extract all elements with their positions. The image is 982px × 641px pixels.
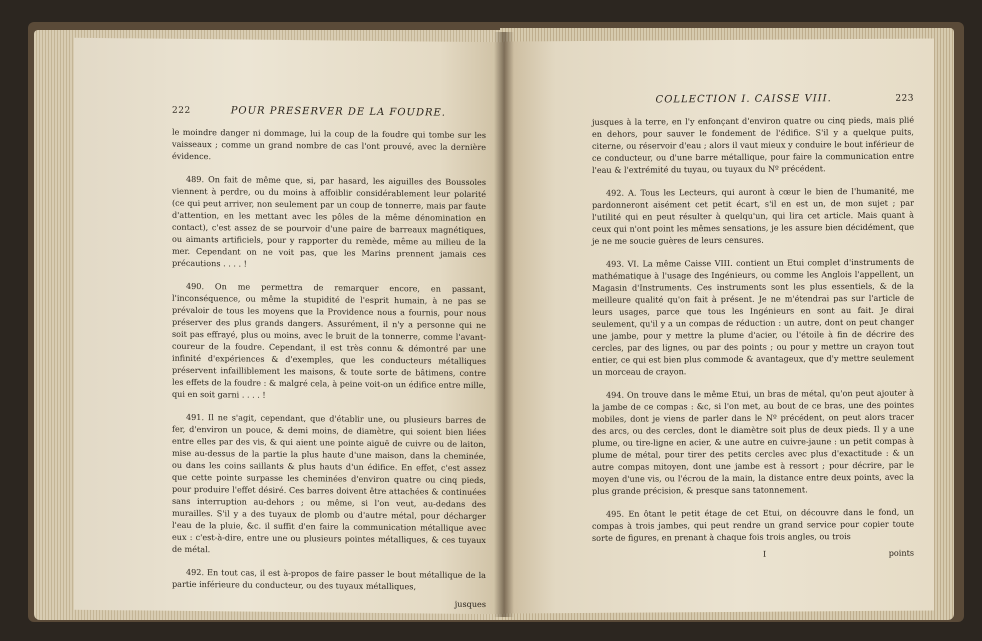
- paragraph: 494. On trouve dans le même Etui, un bras de métal, qu'on peut ajouter à la jambe de ce compas : &c, si l'on met, au bout de ce bras, une des pointes mobiles, dont je viens de parler dans le Nº précédent, on peut alors tracer des arcs, ou des cercles, dont le diamètre soit plus de deux pieds. Il y a une plume, ou tire-ligne en acier, & une autre en cuivre-jaune : un petit compas à plume de métal, pour tirer des petits cercles avec plus d'exactitude : & un autre compas mitoyen, dont une jambe est à ressort ; pour décrire, par le moyen d'une vis, ou l'écrou de la main, la distance entre deux points, avec la plus grande précision, & presque sans tatonnement.: [592, 387, 914, 496]
- right-running-head: [592, 93, 914, 106]
- right-page-number: 223: [895, 93, 914, 104]
- paragraph: 489. On fait de même que, si, par hasard, les aiguilles des Boussoles viennent à perdre, ou du moins à affoiblir considérablement leur polarité (ce qui peut arriver, non seulement par un coup de tonnerre, mais par faute d'attention, en les mettant avec les pôles de la même dénomination en contact), c'est assez de se pourvoir d'une paire de barreaux magnétiques, ou aimants artificiels, pour y rapporter du remède, même au milieu de la mer. Cependant on ne voit pas, que les Marins prennent jamais ces précautions . . . . !: [172, 173, 486, 269]
- right-running-title: COLLECTION I. CAISSE VIII.: [655, 93, 832, 106]
- book-gutter: [494, 32, 514, 617]
- paragraph: jusques à la terre, en l'y enfonçant d'environ quatre ou cinq pieds, mais plié en dehors, pour sauver le fondement de l'édifice. S'il y a quelque puits, citerne, ou réservoir d'eau ; alors il vaut mieux y conduire le bout inférieur de ce conducteur, ou d'une barre métallique, pour faire la communication entre l'eau & l'extrémité du tuyau, ou tuyaux du Nº précédent.: [592, 114, 914, 175]
- left-running-title: POUR PRESERVER DE LA FOUDRE.: [230, 105, 446, 119]
- signature-mark: I: [762, 548, 767, 559]
- paragraph: 495. En ôtant le petit étage de cet Etui, on découvre dans le fond, un compas à trois jambes, qui peut rendre un grand service pour copier toute sorte de figures, en prenant à chaque fois trois angles, ou trois: [592, 506, 914, 543]
- right-page: [504, 38, 934, 613]
- left-page-number: 222: [172, 105, 191, 116]
- paragraph: 492. En tout cas, il est à-propos de faire passer le bout métallique de la partie inférieure du conducteur, ou des tuyaux métalliques,: [172, 566, 486, 592]
- left-page: [74, 38, 504, 615]
- paragraph: le moindre danger ni dommage, lui la coup de la foudre qui tombe sur les vaisseaux ; comme un grand nombre de cas l'ont prouvé, avec la dernière évidence.: [172, 126, 486, 162]
- paragraph: 490. On me permettra de remarquer encore, en passant, l'inconséquence, ou même la stupidité de l'esprit humain, à ne pas se prévaloir de tous les moyens que la Providence nous a fournis, pour nous préserver des plus grands dangers. Assurément, il n'y a personne qui ne soit pas effrayé, plus ou moins, avec le bruit de la tonnerre, comme l'avant-coureur de la foudre. Cependant, il est très connu & démontré par une infinité d'expériences & d'exemples, que les conducteurs métalliques préservent infailliblement les maisons, & toute sorte de bâtimens, contre les effets de la foudre : & malgré cela, à peine voit-on un édifice entre mille, qui en soit garni . . . . !: [172, 280, 486, 400]
- paragraph: 493. VI. La même Caisse VIII. contient un Etui complet d'instruments de mathématique à l'usage des Ingénieurs, ou comme les Anglois l'appellent, un Magasin d'Instruments. Ces instruments sont les plus essentiels, & de la meilleure qualité qu'on fait à présent. Je ne m'étendrai pas sur l'article de leurs usages, parce que tous les Ingénieurs en sont au fait. Je dirai seulement, qu'il y a un compas de réduction : un autre, dont on peut changer une jambe, pour y mettre la plume d'acier, ou l'étoile à fin de décrire des cercles, par des lignes, ou par des points ; ou pour y mettre un crayon tout entier, ce qui est bien plus commode & avantageux, que d'y mettre seulement un morceau de crayon.: [592, 256, 914, 377]
- left-running-head: [172, 105, 486, 119]
- left-catchword: jusques: [454, 598, 486, 610]
- right-footer: [592, 547, 914, 561]
- paragraph: 492. A. Tous les Lecteurs, qui auront à cœur le bien de l'humanité, me pardonneront aisément cet petit écart, s'il en est un, de mon sujet ; par l'utilité qui en peut résulter à quelqu'un, qui lira cet article. Mais quant à ceux qui n'ont point les mêmes sensations, je les assure bien décidément, que je ne me soucie guères de leurs censures.: [592, 185, 914, 246]
- right-catchword: points: [888, 547, 914, 558]
- paragraph: 491. Il ne s'agit, cependant, que d'établir une, ou plusieurs barres de fer, d'environ un pouce, & demi moins, de diamètre, qui soient bien liées entre elles par des vis, & qui aient une pointe aiguë de cuivre ou de laiton, mise au-dessus de la partie la plus haute d'une maison, dans la cheminée, ou dans les coins saillants & plus hauts d'un édifice. En effet, c'est assez que cette pointe surpasse les cheminées d'environ quatre ou cinq pieds, pour produire l'effet désiré. Ces barres doivent être attachées & continuées sans interruption au-dehors ; ou même, si l'on veut, au-dedans des murailles. S'il y a des tuyaux de plomb ou d'autre métal, pour décharger l'eau de la pluie, &c. il suffit d'en faire la communication métallique avec eux : c'est-à-dire, entre une ou plusieurs pointes métalliques, & ces tuyaux de métal.: [172, 411, 486, 555]
